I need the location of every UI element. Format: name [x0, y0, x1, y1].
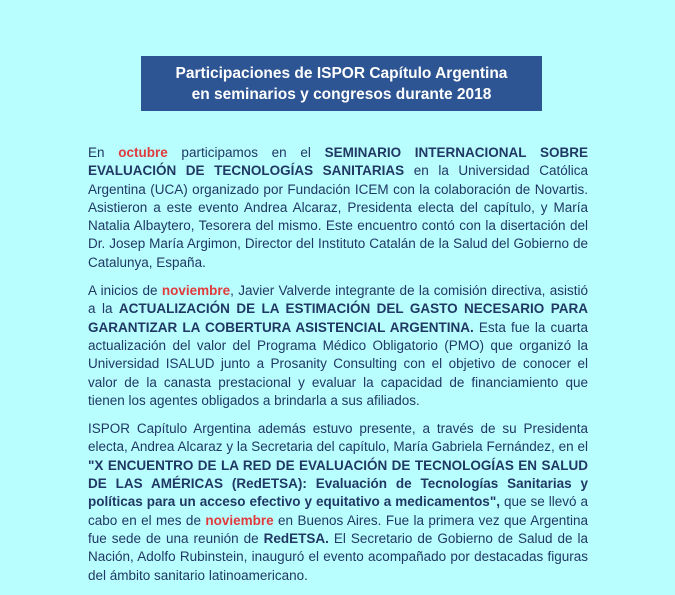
text-run: noviembre [161, 283, 231, 299]
document-body [88, 144, 588, 595]
text-run: En [88, 145, 119, 160]
text-run: en Buenos Aires. Fue la primera vez que Argentina fue sede de una reunión de [88, 512, 588, 546]
text-run: Esta fue la cuarta actualización del valor del Programa Médico Obligatorio (PMO) que organizó la Universidad ISALUD junto a Prosanity Consulting con el objetivo de conocer el valor de la canasta prestacional y evaluar la capacidad de financiamiento que tienen los agentes obligados a brindarla a sus afiliados. [88, 319, 588, 408]
paragraph-actualizacion-noviembre [88, 282, 588, 410]
title-line-2: en seminarios y congresos durante 2018 [191, 86, 492, 103]
paragraph-seminario-octubre [88, 144, 588, 272]
title-line-1: Participaciones de ISPOR Capítulo Argentina [175, 65, 508, 82]
text-run: octubre [118, 145, 168, 160]
text-run: noviembre [205, 512, 274, 528]
text-run: El Secretario de Gobierno de Salud de la Nación, Adolfo Rubinstein, inauguró el evento acompañado por destacadas figuras del ámbito sanitario latinoamericano. [88, 530, 588, 583]
text-run: ACTUALIZACIÓN DE LA ESTIMACIÓN DEL GASTO NECESARIO PARA GARANTIZAR LA COBERTURA ASISTENCIAL ARGENTINA. [88, 301, 588, 335]
text-run: RedETSA. [263, 530, 329, 546]
text-run: , Javier Valverde integrante de la comisión directiva, asistió a la [88, 283, 589, 317]
text-run: SEMINARIO INTERNACIONAL SOBRE EVALUACIÓN DE TECNOLOGÍAS SANITARIAS [88, 145, 589, 179]
text-run: participamos en el [167, 145, 325, 160]
text-run: en la Universidad Católica Argentina (UCA) organizado por Fundación ICEM con la colaboración de Novartis. Asistieron a este evento Andrea Alcaraz, Presidenta electa del capítulo, y María Natalia Albaytero, Tesorera del mismo. Este encuentro contó con la disertación del Dr. Josep María Argimon, Director del Instituto Catalán de la Salud del Gobierno de Catalunya, España. [88, 163, 588, 270]
title-banner [141, 56, 542, 111]
text-run: ISPOR Capítulo Argentina además estuvo presente, a través de su Presidenta electa, Andrea Alcaraz y la Secretaria del capítulo, María Gabriela Fernández, en el [88, 421, 588, 455]
text-run: A inicios de [88, 283, 162, 299]
paragraph-encuentro-redetsa [88, 420, 588, 585]
text-run: "X ENCUENTRO DE LA RED DE EVALUACIÓN DE TECNOLOGÍAS EN SALUD DE LAS AMÉRICAS (RedETSA): Evaluación de Tecnologías Sanitarias y políticas para un acceso efectivo y equitativo a medicamentos", [88, 457, 588, 510]
text-run: que se llevó a cabo en el mes de [88, 494, 589, 528]
